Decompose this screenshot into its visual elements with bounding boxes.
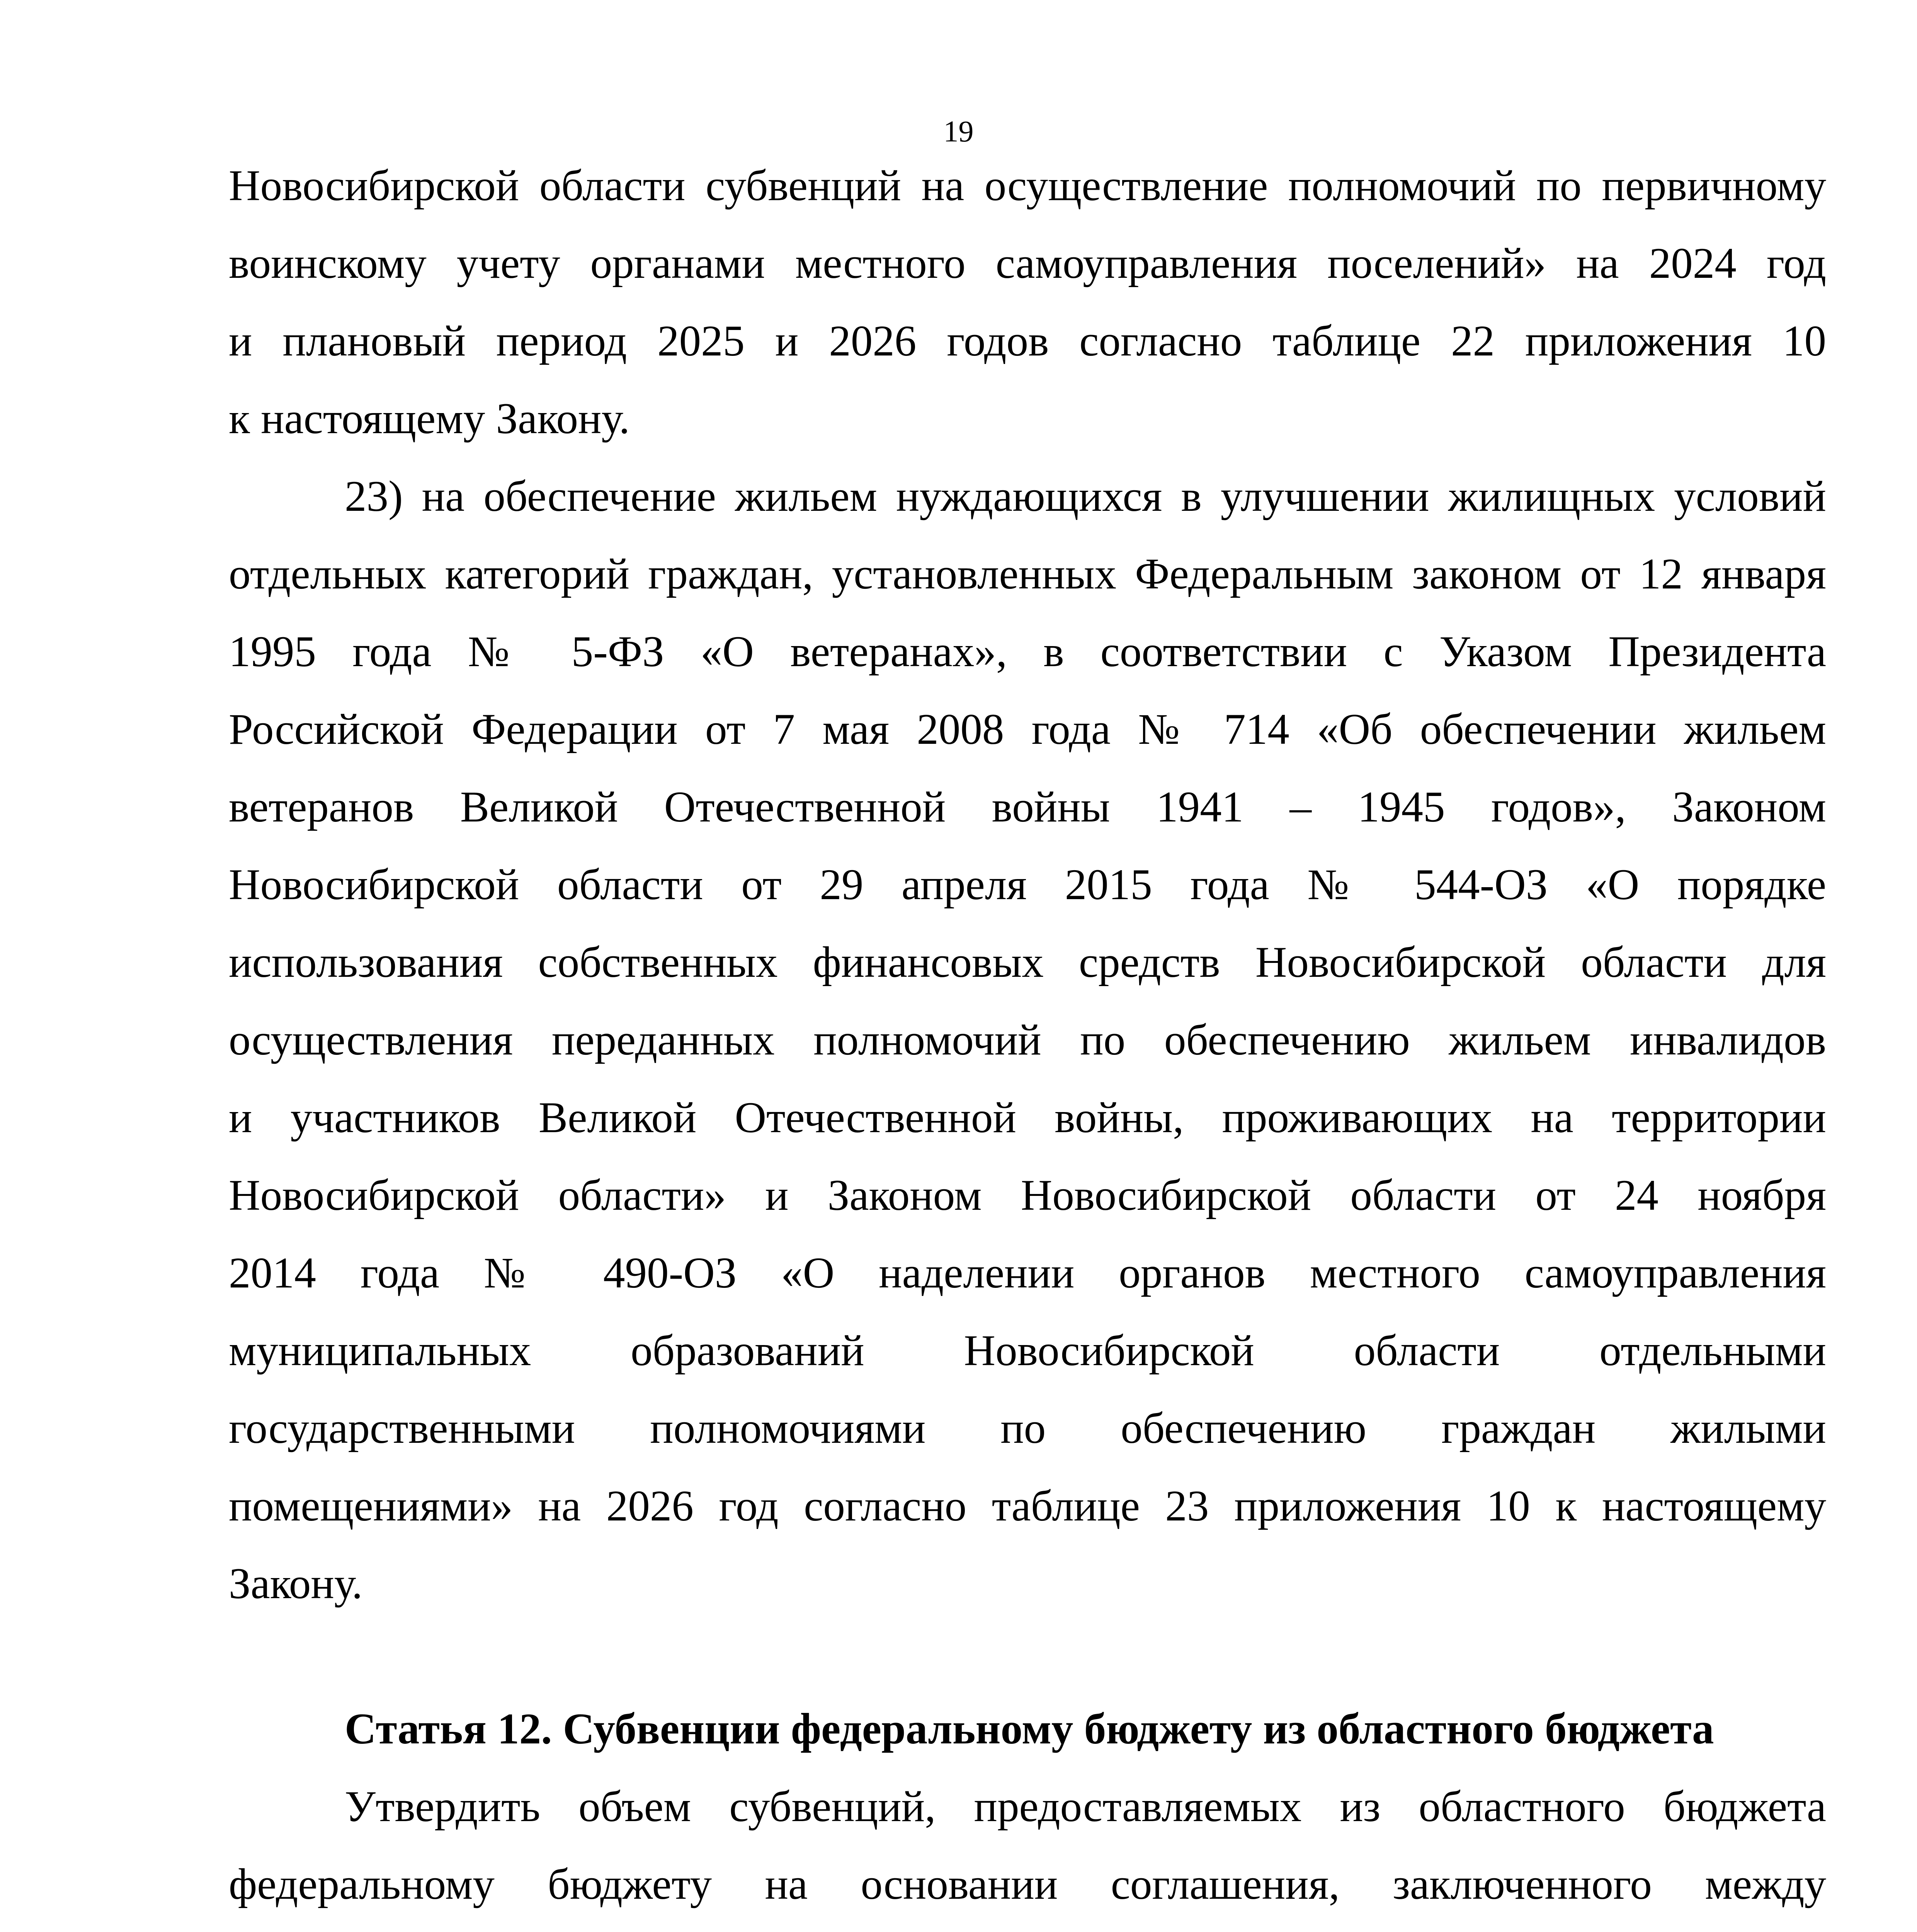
- text-line: и плановый период 2025 и 2026 годов согласно таблице 22 приложения 10: [229, 317, 1826, 365]
- text-line: Новосибирской области субвенций на осуществление полномочий по первичному: [229, 162, 1826, 210]
- section-spacer: [229, 1622, 1826, 1690]
- text-line: [229, 1923, 1826, 1932]
- text-line: ветеранов Великой Отечественной войны 1941 – 1945 годов», Законом: [229, 783, 1826, 831]
- paragraph-item-23: [229, 457, 1826, 1622]
- text-line: 2014 года № 490-ОЗ «О наделении органов местного самоуправления: [229, 1249, 1826, 1297]
- text-line: муниципальных образований Новосибирской области отдельными: [229, 1327, 1826, 1375]
- text-line: к настоящему Закону.: [229, 395, 630, 443]
- text-line: воинскому учету органами местного самоуправления поселений» на 2024 год: [229, 239, 1826, 287]
- document-body: [229, 147, 1826, 1932]
- text-line: Новосибирской области от 29 апреля 2015 года № 544-ОЗ «О порядке: [229, 861, 1826, 909]
- paragraph-continuation: [229, 147, 1826, 457]
- text-line: Новосибирской области» и Законом Новосибирской области от 24 ноября: [229, 1171, 1826, 1219]
- text-line: 23) на обеспечение жильем нуждающихся в улучшении жилищных условий: [345, 472, 1826, 520]
- text-line: помещениями» на 2026 год согласно таблице 23 приложения 10 к настоящему: [229, 1482, 1826, 1530]
- text-line: отдельных категорий граждан, установленных Федеральным законом от 12 января: [229, 550, 1826, 598]
- article-heading: Статья 12. Субвенции федеральному бюджету из областного бюджета: [345, 1705, 1714, 1753]
- text-line: 1995 года № 5-ФЗ «О ветеранах», в соответствии с Указом Президента: [229, 628, 1826, 676]
- text-line: и участников Великой Отечественной войны, проживающих на территории: [229, 1094, 1826, 1142]
- article-12: [229, 1690, 1826, 1932]
- text-line: Закону.: [229, 1560, 363, 1608]
- text-line: федеральному бюджету на основании соглашения, заключенного между: [229, 1860, 1826, 1908]
- text-line: Утвердить объем субвенций, предоставляемых из областного бюджета: [345, 1782, 1826, 1831]
- text-line: Российской Федерации от 7 мая 2008 года № 714 «Об обеспечении жильем: [229, 705, 1826, 753]
- page-number: 19: [943, 114, 974, 148]
- text-line: государственными полномочиями по обеспечению граждан жилыми: [229, 1404, 1826, 1452]
- text-line: использования собственных финансовых средств Новосибирской области для: [229, 938, 1826, 986]
- text-line: осуществления переданных полномочий по обеспечению жильем инвалидов: [229, 1016, 1826, 1064]
